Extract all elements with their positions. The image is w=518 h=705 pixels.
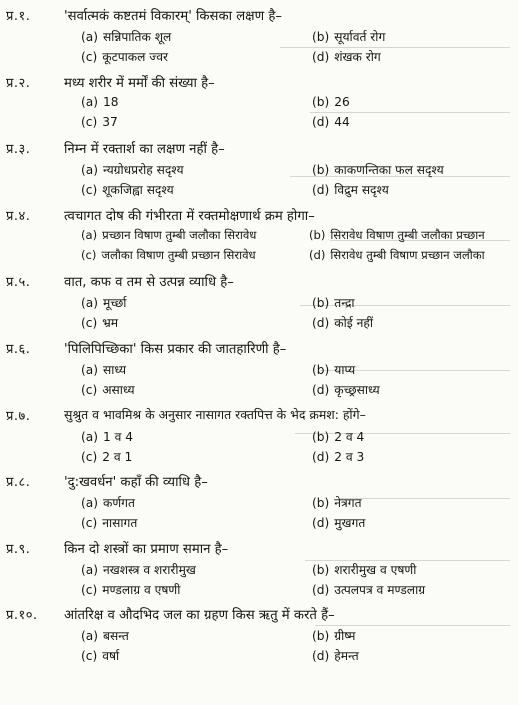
option-text: 2 व 4 [334, 429, 365, 444]
option-text: कोई नहीं [334, 316, 374, 331]
option-text: ग्रीष्म [334, 629, 356, 644]
option-label: (c) [81, 50, 98, 64]
option-c [81, 314, 118, 331]
option-b [312, 294, 355, 311]
option-label: (b) [312, 562, 330, 577]
question-item [0, 272, 518, 339]
option-d [312, 48, 381, 65]
option-d [312, 514, 365, 531]
option-label: (a) [81, 296, 98, 311]
question-text: वात, कफ व तम से उत्पन्न व्याधि है– [64, 275, 234, 291]
option-c [81, 581, 180, 598]
option-a [81, 361, 126, 378]
option-label: (d) [312, 183, 330, 198]
option-label: (a) [81, 362, 98, 377]
question-text: 'सर्वात्मकं कष्टतमं विकारम्' किसका लक्षण है– [64, 9, 282, 24]
option-text: जलौका विषाण तुम्बी प्रच्छान सिरावेध [101, 247, 256, 262]
question-item [0, 339, 518, 406]
option-label: (c) [81, 247, 97, 262]
option-label: (a) [81, 227, 98, 242]
option-label: (d) [312, 582, 330, 597]
option-c [81, 115, 118, 129]
question-text: 'पिलिपिच्छिका' किस प्रकार की जातहारिणी है– [64, 341, 287, 357]
question-item [0, 206, 518, 273]
option-label: (b) [312, 163, 330, 178]
option-label: (c) [81, 649, 98, 664]
option-text: न्यग्रोधप्ररोह सदृश्य [102, 163, 184, 178]
option-b [312, 428, 364, 445]
option-text: शंखक रोग [334, 50, 381, 64]
option-text: हेमन्त [334, 649, 359, 664]
option-label: (b) [312, 296, 330, 311]
option-b [312, 627, 355, 644]
option-a [81, 161, 184, 178]
question-text: सुश्रुत व भावमिश्र के अनुसार नासागत रक्तपित्त के भेद क्रमश: होंगे– [64, 406, 366, 422]
option-b [312, 28, 385, 45]
question-number: प्र.६. [6, 341, 31, 357]
option-text: वर्षा [102, 649, 120, 664]
option-d [312, 181, 389, 198]
question-text: किन दो शस्त्रों का प्रमाण समान है– [64, 541, 229, 557]
option-text: मण्डलाग्र व एषणी [102, 582, 181, 597]
option-a [81, 28, 171, 45]
option-label: (a) [81, 562, 98, 577]
option-label: (a) [81, 30, 98, 44]
option-label: (d) [312, 114, 330, 129]
option-text: 44 [334, 114, 350, 129]
option-c [81, 514, 137, 531]
option-text: मुखगत [334, 516, 366, 531]
question-text: आंतरिक्ष व औदभिद जल का ग्रहण किस ऋतु में करते हैं– [64, 608, 335, 624]
question-item [0, 472, 518, 539]
option-c [81, 181, 174, 198]
option-label: (d) [312, 316, 330, 331]
option-label: (b) [309, 227, 326, 242]
option-d [309, 248, 485, 263]
option-b [312, 95, 350, 109]
option-text: सूर्यावर्त रोग [334, 30, 386, 44]
option-a [81, 95, 119, 109]
question-item [0, 406, 518, 473]
option-label: (b) [312, 30, 330, 44]
option-text: नेत्रगत [334, 496, 362, 511]
option-text: 37 [102, 114, 118, 129]
option-text: कर्णगत [102, 496, 135, 511]
option-text: सिरावेध तुम्बी विषाण प्रच्छान जलौका [330, 247, 485, 262]
option-text: 18 [102, 94, 119, 109]
question-text: निम्न में रक्तार्श का लक्षण नहीं है– [64, 142, 225, 158]
option-label: (a) [81, 163, 98, 178]
option-b [312, 361, 355, 378]
option-label: (d) [312, 449, 330, 464]
question-number: प्र.२. [6, 75, 31, 91]
option-c [81, 48, 168, 65]
option-b [309, 228, 485, 243]
option-text: साध्य [102, 362, 127, 377]
option-b [312, 161, 444, 178]
question-number: प्र.४. [6, 208, 31, 224]
option-label: (d) [312, 50, 330, 64]
option-text: 2 व 3 [334, 449, 365, 464]
option-label: (b) [312, 94, 330, 109]
question-item [0, 6, 518, 73]
option-a [81, 428, 133, 445]
option-d [312, 448, 364, 465]
question-text: मध्य शरीर में मर्मों की संख्या है– [64, 75, 215, 91]
option-label: (c) [81, 382, 98, 397]
option-label: (a) [81, 94, 98, 109]
option-text: शरारीमुख व एषणी [334, 562, 417, 577]
option-text: तन्द्रा [334, 296, 355, 311]
option-text: नासागत [102, 516, 138, 531]
option-text: कृच्छ्रसाध्य [334, 382, 380, 397]
option-a [81, 294, 126, 311]
option-text: विद्रुम सदृश्य [334, 183, 389, 198]
option-label: (b) [312, 429, 330, 444]
option-text: सिरावेध विषाण तुम्बी जलौका प्रच्छान [330, 227, 485, 242]
option-label: (c) [81, 516, 98, 531]
question-number: प्र.३. [6, 142, 31, 158]
option-text: प्रच्छान विषाण तुम्बी जलौका सिरावेध [102, 227, 257, 242]
question-number: प्र.१. [6, 9, 31, 24]
option-text: 1 व 4 [102, 429, 134, 444]
option-text: कूटपाकल ज्वर [102, 50, 169, 64]
option-b [312, 494, 362, 511]
question-number: प्र.७. [6, 408, 31, 424]
question-number: प्र.९. [6, 541, 31, 557]
option-label: (d) [312, 516, 330, 531]
option-text: बसन्त [102, 629, 129, 644]
option-label: (c) [81, 114, 98, 129]
option-text: उत्पलपत्र व मण्डलाग्र [334, 582, 426, 597]
option-text: असाध्य [102, 382, 135, 397]
question-text: 'दु:खवर्धन' कहाँ की व्याधि है– [64, 475, 208, 491]
question-number: प्र.५. [6, 275, 31, 291]
question-number: प्र.१०. [6, 608, 38, 624]
option-a [81, 561, 196, 578]
option-label: (d) [312, 382, 330, 397]
option-a [81, 228, 256, 243]
option-label: (b) [312, 629, 330, 644]
option-label: (a) [81, 496, 98, 511]
option-c [81, 381, 135, 398]
option-d [312, 115, 350, 129]
option-label: (c) [81, 183, 98, 198]
option-c [81, 248, 256, 263]
option-label: (c) [81, 316, 98, 331]
option-label: (d) [309, 247, 326, 262]
option-c [81, 647, 119, 664]
question-text: त्वचागत दोष की गंभीरता में रक्तमोक्षणार्थ क्रम होगा– [64, 208, 315, 224]
option-d [312, 381, 380, 398]
option-text: 2 व 1 [102, 449, 133, 464]
option-d [312, 647, 359, 664]
option-text: काकणन्तिका फल सदृश्य [334, 163, 444, 178]
option-text: 26 [334, 94, 350, 109]
option-label: (b) [312, 496, 330, 511]
option-label: (a) [81, 629, 98, 644]
option-d [312, 314, 373, 331]
option-text: नखशस्त्र व शरारीमुख [102, 562, 196, 577]
option-d [312, 581, 425, 598]
option-text: याप्य [334, 362, 356, 377]
option-a [81, 627, 129, 644]
option-text: शूकजिह्वा सदृश्य [102, 183, 174, 198]
option-label: (c) [81, 582, 98, 597]
option-text: भ्रम [102, 316, 119, 331]
question-item [0, 139, 518, 206]
question-list [0, 6, 518, 672]
option-c [81, 448, 132, 465]
option-label: (c) [81, 449, 98, 464]
question-number: प्र.८. [6, 475, 31, 491]
option-label: (d) [312, 649, 330, 664]
option-text: सन्निपातिक शूल [102, 30, 172, 44]
question-item [0, 73, 518, 140]
option-label: (b) [312, 362, 330, 377]
option-text: मूर्च्छा [102, 296, 127, 311]
option-label: (a) [81, 429, 98, 444]
option-b [312, 561, 416, 578]
option-a [81, 494, 135, 511]
question-item [0, 605, 518, 672]
question-item [0, 539, 518, 606]
